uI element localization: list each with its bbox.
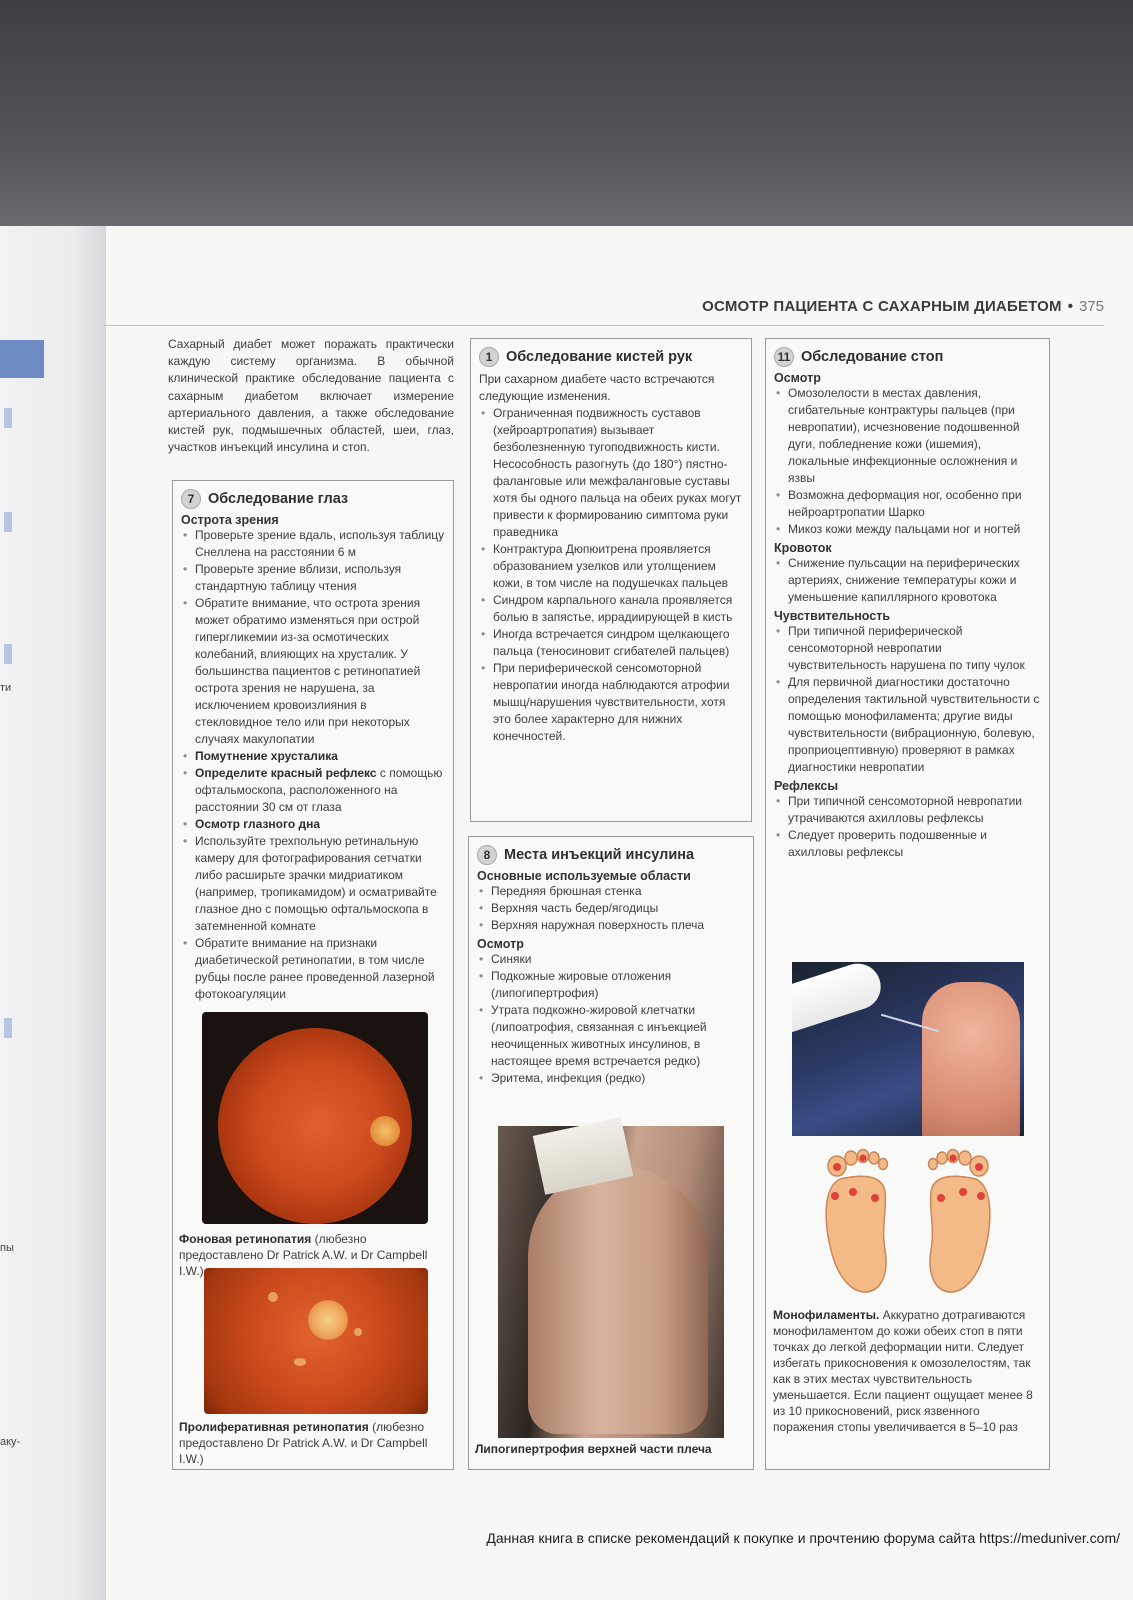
figure-caption: Липогипертрофия верхней части плеча: [475, 1442, 712, 1456]
section-heading: Рефлексы: [774, 779, 839, 793]
foot-circulation-list: [774, 555, 1043, 606]
foot-exam-box: [765, 338, 1050, 1470]
list-item: • Используйте трехпольную ретинальную камеру для фотографирования сетчатки либо расширьте зрачки мидриатиком (например, тропикамидом) и осматривайте глазное дно с помощью офтальмоскопа в затемненной комнате: [181, 833, 447, 935]
section-heading: Осмотр: [774, 371, 821, 385]
box-lead: При сахарном диабете часто встречаются следующие изменения.: [479, 372, 715, 403]
list-item: • Осмотр глазного дна: [181, 816, 447, 833]
box-number: 8: [477, 845, 497, 865]
scan-shadow: [0, 0, 1133, 226]
box-number: 7: [181, 489, 201, 509]
box-title: Обследование стоп: [801, 349, 944, 365]
list-item: • Для первичной диагностики достаточно определения тактильной чувствительности с помощью монофиламента; другие виды чувствительности (вибрационную, болевую, проприоцептивную) проверяют в рамках диагностики невропатии: [774, 674, 1043, 776]
intro-paragraph: Сахарный диабет может поражать практически каждую систему организма. В обычной клинической практике обследование пациента с сахарным диабетом включает измерение артериального давления, а также обследование кистей рук, подмышечных областей, шеи, глаз, участков инъекций инсулина и стоп.: [168, 337, 454, 455]
left-foot-outline: [826, 1150, 887, 1293]
list-item: • Эритема, инфекция (редко): [477, 1070, 747, 1087]
right-foot-outline: [929, 1150, 990, 1293]
gutter-mark: [4, 512, 12, 532]
header-separator: •: [1067, 298, 1073, 315]
gutter-color-tab: [0, 340, 44, 378]
foot-reflexes-list: [774, 793, 1043, 861]
eye-exam-list: [181, 527, 447, 1003]
foot-sensation-list: [774, 623, 1043, 776]
list-item: • При типичной сенсомоторной невропатии утрачиваются ахилловы рефлексы: [774, 793, 1043, 827]
list-item: • При типичной периферической сенсомоторной невропатии чувствительность нарушена по типу чулок: [774, 623, 1043, 674]
list-item: • Определите красный рефлекс с помощью офтальмоскопа, расположенного на расстоянии 30 см от глаза: [181, 765, 447, 816]
list-item: • Верхняя наружная поверхность плеча: [477, 917, 747, 934]
section-heading: Кровоток: [774, 541, 832, 555]
list-item: • Ограниченная подвижность суставов (хейроартропатия) вызывает безболезненную тугоподвижность кисти. Несособность разогнуть (до 180°) пястно-фаланговые или межфаланговые суставы хотя бы одного пальца на обеих руках могут привести к формированию симптома руки праведника: [479, 405, 745, 541]
gutter-label: ти: [0, 682, 12, 694]
list-item: • Синдром карпального канала проявляется болью в запястье, иррадиирующей в кисть: [479, 592, 745, 626]
section-heading: Осмотр: [477, 937, 524, 951]
footer-note: Данная книга в списке рекомендаций к покупке и прочтению форума сайта https://meduniver.com/: [486, 1530, 1120, 1546]
figure-caption: Пролиферативная ретинопатия (любезно предоставлено Dr Patrick A.W. и Dr Campbell I.W.): [179, 1420, 428, 1466]
figure-caption: Монофиламенты. Аккуратно дотрагиваются монофиламентом до кожи обеих стоп в пяти точках до легкой деформации нити. Следует избегать прикосновения к омозолелостям, так как в этих местах чувствительность уменьшается. Если пациент ощущает менее 8 из 10 прикосновений, риск язвенного поражения стопы увеличивается в 5–10 раз: [773, 1308, 1033, 1434]
injection-areas-list: [477, 883, 747, 934]
running-header: [104, 298, 1104, 326]
list-item: • Утрата подкожно-жировой клетчатки (липоатрофия, связанная с инъекцией неочищенных животных инсулинов, в настоящее время встречается редко): [477, 1002, 747, 1070]
box-number: 1: [479, 347, 499, 367]
hand-exam-box: [470, 338, 752, 822]
foot-test-points-diagram: [793, 1140, 1023, 1300]
list-item: • Передняя брюшная стенка: [477, 883, 747, 900]
list-item: • Помутнение хрусталика: [181, 748, 447, 765]
box-title: Места инъекций инсулина: [504, 847, 695, 863]
fundus-photo-background-retinopathy: [202, 1012, 428, 1224]
gutter-mark: [4, 644, 12, 664]
list-item: • Обратите внимание на признаки диабетической ретинопатии, в том числе рубцы после ранее проведенной лазерной фотокоагуляции: [181, 935, 447, 1003]
list-item: • Омозолелости в местах давления, сгибательные контрактуры пальцев (при невропатии), исчезновение подошвенной дуги, побледнение кожи (ишемия), локальные инфекционные осложнения и язвы: [774, 385, 1043, 487]
gutter-mark: [4, 1018, 12, 1038]
foot-inspection-list: [774, 385, 1043, 538]
list-item: • Синяки: [477, 951, 747, 968]
list-item: • Обратите внимание, что острота зрения может обратимо изменяться при острой гипергликемии из-за осмотических колебаний, влияющих на хрусталик. У большинства пациентов с ретинопатией острота зрения не нарушена, за исключением кровоизлияния в стекловидное тело или при некоторых случаях макулопатии: [181, 595, 447, 748]
section-heading: Чувствительность: [774, 609, 891, 623]
box-title: Обследование глаз: [208, 491, 349, 507]
monofilament-photo: [792, 962, 1024, 1136]
box-title: Обследование кистей рук: [506, 349, 693, 365]
page-number: 375: [1078, 298, 1104, 315]
list-item: • Микоз кожи между пальцами ног и ногтей: [774, 521, 1043, 538]
section-heading: Основные используемые области: [477, 869, 691, 883]
box-number: 11: [774, 347, 794, 367]
list-item: • Возможна деформация ног, особенно при нейроартропатии Шарко: [774, 487, 1043, 521]
figure-caption: Фоновая ретинопатия (любезно предоставлено Dr Patrick A.W. и Dr Campbell I.W.): [179, 1232, 428, 1278]
list-item: • Проверьте зрение вдаль, используя таблицу Снеллена на расстоянии 6 м: [181, 527, 447, 561]
list-item: • Контрактура Дюпюитрена проявляется образованием узелков или утолщением кожи, в том числе на подушечках пальцев: [479, 541, 745, 592]
chapter-title: ОСМОТР ПАЦИЕНТА С САХАРНЫМ ДИАБЕТОМ: [702, 298, 1062, 315]
section-heading: Острота зрения: [181, 513, 279, 527]
list-item: • При периферической сенсомоторной невропатии иногда наблюдаются атрофии мышц/нарушения чувствительности, хотя это более характерно для нижних конечностей.: [479, 660, 745, 745]
gutter-label: аку-: [0, 1436, 21, 1448]
list-item: • Снижение пульсации на периферических артериях, снижение температуры кожи и уменьшение капиллярного кровотока: [774, 555, 1043, 606]
list-item: • Верхняя часть бедер/ягодицы: [477, 900, 747, 917]
list-item: • Проверьте зрение вблизи, используя стандартную таблицу чтения: [181, 561, 447, 595]
page-gutter: [0, 226, 106, 1600]
fundus-photo-proliferative-retinopathy: [204, 1268, 428, 1414]
lipohypertrophy-photo: [498, 1126, 724, 1438]
list-item: • Подкожные жировые отложения (липогипертрофия): [477, 968, 747, 1002]
list-item: • Иногда встречается синдром щелкающего пальца (теносиновит сгибателей пальцев): [479, 626, 745, 660]
list-item: • Следует проверить подошвенные и ахилловы рефлексы: [774, 827, 1043, 861]
injection-exam-list: [477, 951, 747, 1087]
hand-exam-list: [479, 405, 745, 745]
gutter-label: пы: [0, 1242, 14, 1254]
gutter-mark: [4, 408, 12, 428]
